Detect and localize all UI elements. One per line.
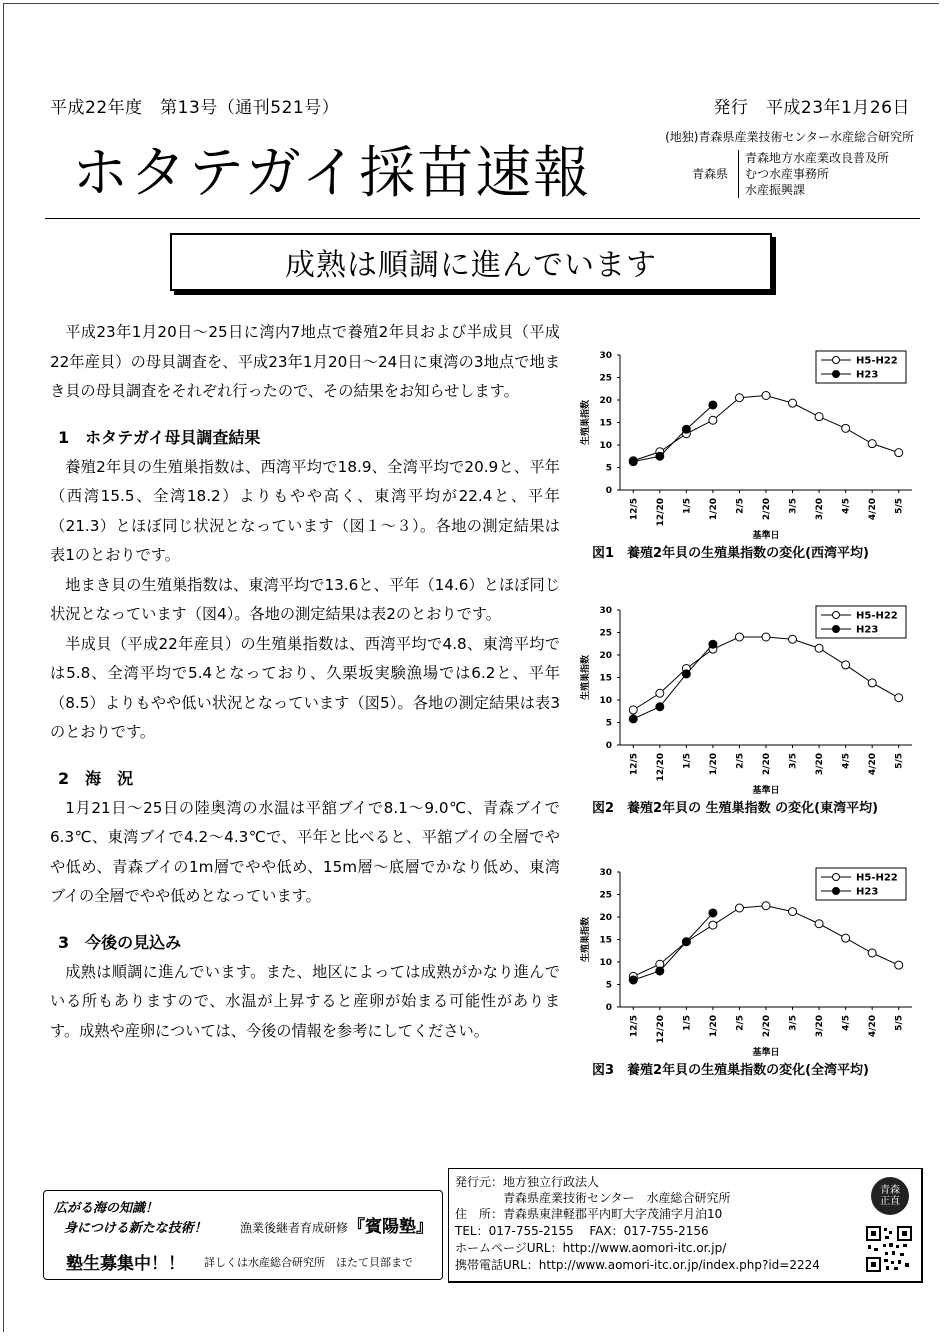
x-tick-label: 4/5 [841, 498, 852, 514]
ad-program-name: 『賓陽塾』 [348, 1217, 434, 1237]
prefecture-offices [738, 150, 889, 198]
y-tick-label: 30 [599, 606, 612, 616]
x-tick-label: 2/20 [762, 498, 772, 521]
series-line-h23 [633, 913, 713, 980]
y-tick-label: 25 [599, 628, 612, 639]
legend-marker [833, 612, 840, 619]
paragraph: 養殖2年貝の生殖巣指数は、西湾平均で18.9、全湾平均で20.9と、平年（西湾15.5、全湾18.2）よりもやや高く、東湾平均が22.4と、平年（21.3）とほぼ同じ状況となっています（図１～３）。各地の測定結果は表1のとおりです。 [50, 457, 560, 564]
y-tick-label: 5 [605, 718, 612, 729]
data-point [735, 633, 743, 641]
section-heading: 1 ホタテガイ母貝調査結果 [58, 427, 261, 447]
headline: 成熟は順調に進んでいます [170, 233, 772, 291]
x-tick-label: 12/20 [655, 753, 666, 782]
chart-fig3 [574, 862, 924, 1078]
legend-marker [833, 888, 840, 895]
data-point [656, 703, 664, 711]
series-line-h5-h22 [633, 637, 898, 710]
y-tick-label: 30 [599, 351, 612, 361]
chart-svg [574, 600, 924, 795]
ad-slogan-2: 身につける新たな技術！ [64, 1221, 207, 1236]
data-point [789, 908, 797, 916]
prefecture-label: 青森県 [692, 167, 729, 181]
x-tick-label: 1/5 [682, 1015, 693, 1031]
x-axis-label: 基準日 [752, 531, 780, 540]
y-tick-label: 15 [599, 418, 612, 429]
y-tick-label: 5 [605, 463, 612, 474]
x-tick-label: 12/20 [655, 498, 666, 527]
data-point [656, 967, 664, 975]
y-tick-label: 10 [599, 696, 612, 706]
series-line-h23 [633, 405, 713, 462]
y-tick-label: 25 [599, 890, 612, 901]
data-point [815, 413, 823, 421]
data-point [815, 644, 823, 652]
x-tick-label: 3/20 [815, 753, 826, 776]
y-tick-label: 10 [599, 958, 612, 968]
data-point [709, 401, 717, 409]
series-line-h5-h22 [633, 396, 898, 461]
y-axis-label: 生殖巣指数 [581, 654, 591, 701]
article-body [50, 318, 560, 1046]
legend-marker [833, 371, 840, 378]
x-tick-label: 4/5 [841, 1015, 852, 1031]
y-axis-label: 生殖巣指数 [581, 399, 591, 446]
data-point [868, 679, 876, 687]
chart-fig2 [574, 600, 924, 816]
data-point [682, 938, 690, 946]
y-tick-label: 20 [599, 396, 612, 406]
y-tick-label: 5 [605, 980, 612, 991]
paragraph: 地まき貝の生殖巣指数は、東湾平均で13.6と、平年（14.6）とほぼ同じ状況となっています（図4）。各地の測定結果は表2のとおりです。 [50, 575, 560, 623]
publisher: (地独)青森県産業技術センター水産総合研究所 [665, 130, 914, 144]
ad-contact: 詳しくは水産総合研究所 ほたて貝部まで [204, 1256, 413, 1269]
chart-caption: 図2 養殖2年貝の 生殖巣指数 の変化(東湾平均) [592, 801, 879, 816]
x-tick-label: 1/5 [682, 753, 693, 769]
x-tick-label: 3/5 [788, 753, 799, 769]
x-tick-label: 2/5 [735, 498, 746, 514]
paragraph: 半成貝（平成22年産貝）の生殖巣指数は、西湾平均で4.8、東湾平均では5.8、全湾平均で5.4となっており、久栗坂実験漁場では6.2と、平年（8.5）よりもやや低い状況となっています（図5）。各地の測定結果は表3のとおりです。 [50, 634, 560, 741]
x-tick-label: 1/20 [708, 1015, 719, 1038]
data-point [709, 921, 717, 929]
paragraph: 成熟は順調に進んでいます。また、地区によっては成熟がかなり進んでいる所もありますので、水温が上昇すると産卵が始まる可能性があります。成熟や産卵については、今後の情報を参考にしてください。 [50, 962, 560, 1040]
paragraph: 1月21日～25日の陸奥湾の水温は平舘ブイで8.1～9.0℃、青森ブイで6.3℃、東湾ブイで4.2～4.3℃で、平年と比べると、平舘ブイの全層でやや低め、青森ブイの1m層でやや低め、15m層～底層でかなり低め、東湾ブイの全層でやや低めとなっています。 [50, 798, 560, 905]
data-point [709, 909, 717, 917]
chart-svg [574, 862, 924, 1057]
contact-box [448, 1168, 923, 1283]
x-tick-label: 1/20 [708, 753, 719, 776]
data-point [735, 394, 743, 402]
header-rule [45, 218, 920, 219]
data-point [895, 961, 903, 969]
data-point [762, 902, 770, 910]
x-axis-label: 基準日 [752, 786, 780, 795]
y-tick-label: 0 [605, 741, 612, 751]
y-tick-label: 0 [605, 486, 612, 496]
section-heading: 3 今後の見込み [58, 932, 182, 952]
x-tick-label: 4/20 [868, 498, 879, 521]
data-point [842, 424, 850, 432]
data-point [709, 416, 717, 424]
legend-label: H23 [856, 886, 879, 898]
legend-marker [833, 626, 840, 633]
x-tick-label: 12/5 [629, 498, 640, 521]
y-tick-label: 20 [599, 651, 612, 661]
chart-svg [574, 345, 924, 540]
recruitment-ad [43, 1190, 443, 1280]
contact-org: 青森県産業技術センター 水産総合研究所 [455, 1191, 731, 1205]
contact-publisher: 発行元：地方独立行政法人 [455, 1175, 600, 1189]
data-point [895, 449, 903, 457]
legend-marker [833, 874, 840, 881]
data-point [682, 425, 690, 433]
x-tick-label: 2/20 [762, 753, 772, 776]
section-heading: 2 海 況 [58, 768, 134, 788]
x-tick-label: 3/5 [788, 1015, 799, 1031]
data-point [629, 976, 637, 984]
contact-address: 住 所：青森県東津軽郡平内町大字茂浦字月泊10 [455, 1207, 723, 1221]
office-item: 青森地方水産業改良普及所 [745, 151, 890, 165]
y-tick-label: 25 [599, 373, 612, 384]
x-tick-label: 2/5 [735, 1015, 746, 1031]
x-tick-label: 4/5 [841, 753, 852, 769]
x-tick-label: 2/5 [735, 753, 746, 769]
data-point [762, 392, 770, 400]
chart-fig1 [574, 345, 924, 561]
data-point [895, 694, 903, 702]
contact-homepage[interactable]: ホームページURL：http://www.aomori-itc.or.jp/ [455, 1241, 727, 1255]
x-tick-label: 12/5 [629, 753, 640, 776]
issue-number: 平成22年度 第13号（通刊521号） [50, 98, 340, 118]
x-tick-label: 3/20 [815, 1015, 826, 1038]
aomori-seal-logo: 青森 正直 [871, 1177, 909, 1215]
data-point [709, 640, 717, 648]
issue-date: 発行 平成23年1月26日 [713, 98, 910, 118]
x-tick-label: 3/5 [788, 498, 799, 514]
legend-marker [833, 357, 840, 364]
contact-mobile-url[interactable]: 携帯電話URL：http://www.aomori-itc.or.jp/index.php?id=2224 [455, 1258, 820, 1272]
x-tick-label: 2/20 [762, 1015, 772, 1038]
data-point [629, 706, 637, 714]
data-point [789, 399, 797, 407]
ad-recruiting: 塾生募集中！！ [66, 1254, 185, 1274]
x-axis-label: 基準日 [752, 1048, 780, 1057]
data-point [629, 458, 637, 466]
data-point [629, 715, 637, 723]
data-point [762, 633, 770, 641]
legend-label: H5-H22 [856, 355, 898, 367]
x-tick-label: 5/5 [894, 498, 905, 514]
y-tick-label: 20 [599, 913, 612, 923]
x-tick-label: 12/20 [655, 1015, 666, 1044]
y-tick-label: 15 [599, 673, 612, 684]
chart-caption: 図1 養殖2年貝の生殖巣指数の変化(西湾平均) [592, 546, 869, 561]
series-line-h5-h22 [633, 906, 898, 977]
office-item: 水産振興課 [745, 183, 806, 197]
x-tick-label: 5/5 [894, 1015, 905, 1031]
legend-label: H5-H22 [856, 610, 898, 622]
data-point [656, 689, 664, 697]
qr-code-icon [865, 1225, 913, 1273]
chart-caption: 図3 養殖2年貝の生殖巣指数の変化(全湾平均) [592, 1063, 869, 1078]
x-tick-label: 1/5 [682, 498, 693, 514]
office-item: むつ水産事務所 [745, 167, 830, 181]
y-tick-label: 0 [605, 1003, 612, 1013]
x-tick-label: 4/20 [868, 1015, 879, 1038]
legend-label: H5-H22 [856, 872, 898, 884]
x-tick-label: 1/20 [708, 498, 719, 521]
y-tick-label: 10 [599, 441, 612, 451]
legend-label: H23 [856, 369, 879, 381]
data-point [868, 440, 876, 448]
data-point [868, 949, 876, 957]
data-point [842, 661, 850, 669]
x-tick-label: 4/20 [868, 753, 879, 776]
data-point [735, 904, 743, 912]
x-tick-label: 12/5 [629, 1015, 640, 1038]
data-point [842, 934, 850, 942]
y-tick-label: 15 [599, 935, 612, 946]
intro-paragraph: 平成23年1月20日～25日に湾内7地点で養殖2年貝および半成貝（平成22年産貝）の母貝調査を、平成23年1月20日～24日に東湾の3地点で地まき貝の母貝調査をそれぞれ行ったので、その結果をお知らせします。 [50, 323, 560, 400]
ad-program [240, 1212, 433, 1237]
x-tick-label: 5/5 [894, 753, 905, 769]
data-point [682, 670, 690, 678]
contact-phone: TEL：017-755-2155 FAX：017-755-2156 [455, 1224, 709, 1238]
data-point [789, 635, 797, 643]
y-tick-label: 30 [599, 868, 612, 878]
data-point [656, 452, 664, 460]
legend-label: H23 [856, 624, 879, 636]
ad-program-label: 漁業後継者育成研修 [240, 1221, 349, 1235]
x-tick-label: 3/20 [815, 498, 826, 521]
ad-slogan-1: 広がる海の知識！ [54, 1201, 159, 1216]
data-point [815, 920, 823, 928]
page-title: ホタテガイ採苗速報 [72, 141, 592, 206]
y-axis-label: 生殖巣指数 [581, 916, 591, 963]
